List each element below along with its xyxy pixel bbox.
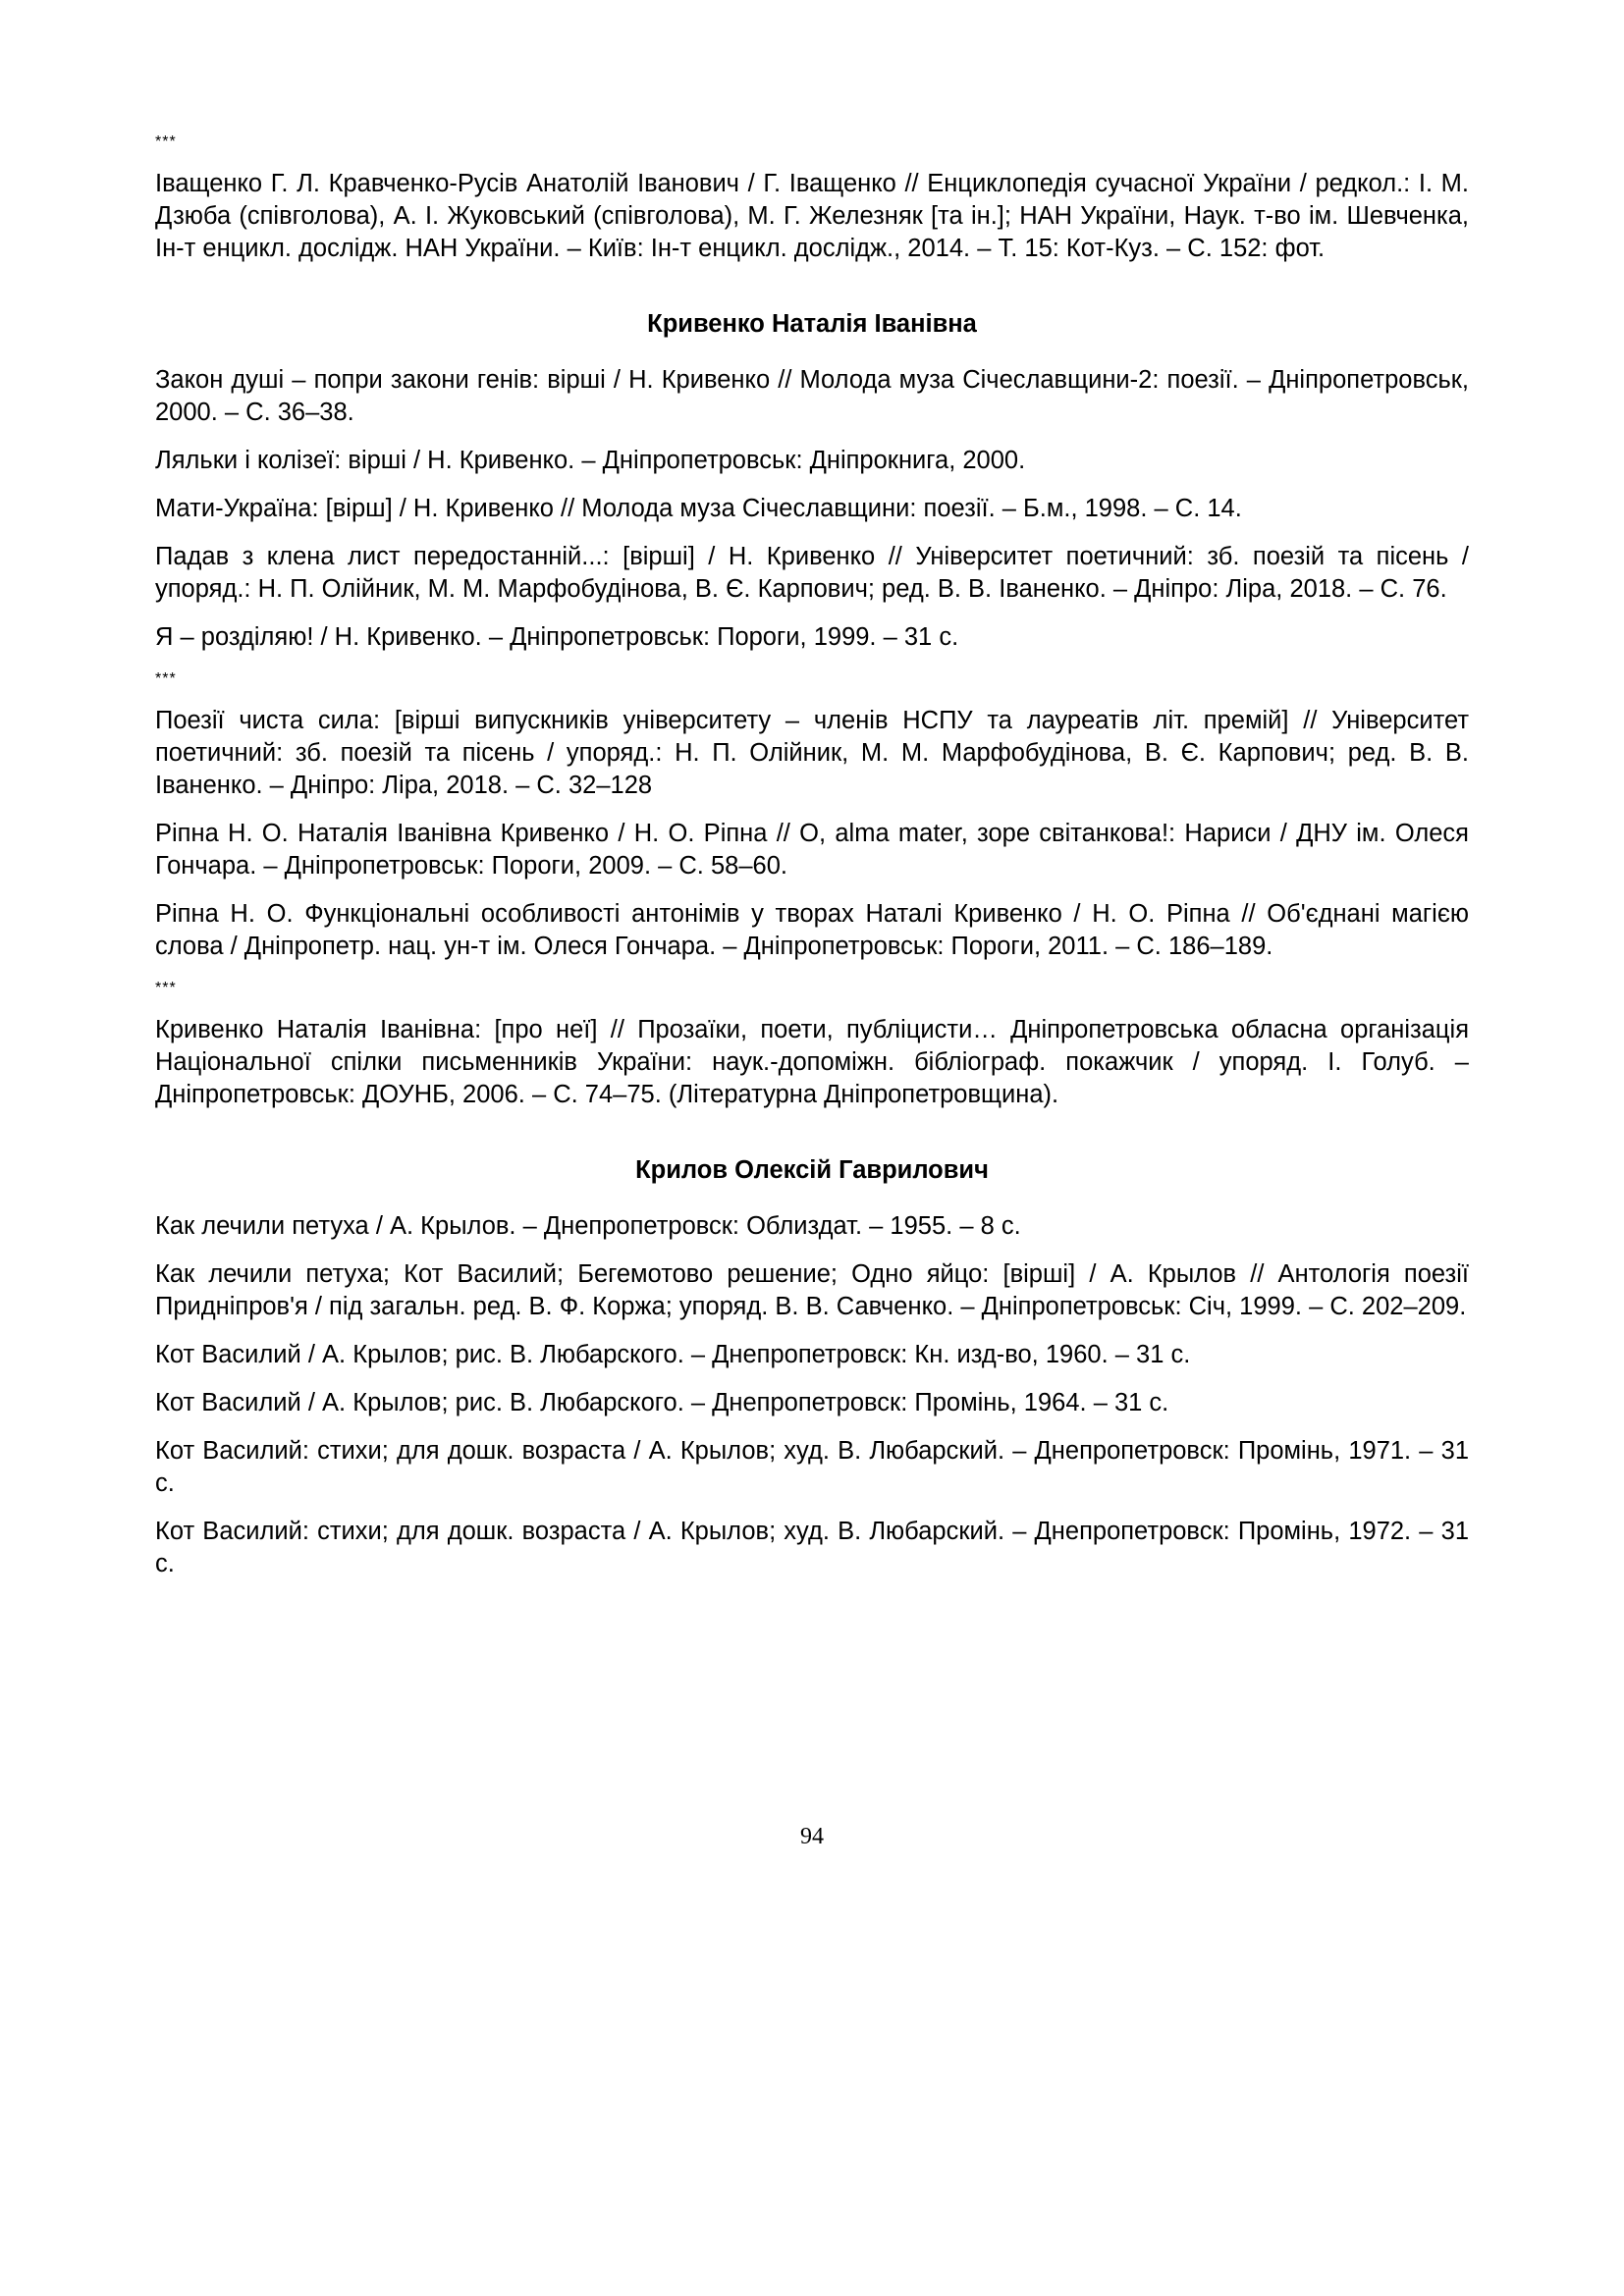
bibliography-entry: Іващенко Г. Л. Кравченко-Русів Анатолій Іванович / Г. Іващенко // Енциклопедія сучасної України / редкол.: І. М. Дзюба (співголова), А. І. Жуковський (співголова), М. Г. Железняк [та ін.]; НАН України, Наук. т-во ім. Шевченка, Ін-т енцикл. дослідж. НАН України. – Київ: Ін-т енцикл. дослідж., 2014. – Т. 15: Кот-Куз. – С. 152: фот. xyxy=(155,170,1469,262)
bibliography-entry: Поезії чиста сила: [вірші випускників університету – членів НСПУ та лауреатів літ. премій] // Університет поетичний: зб. поезій та пісень / упоряд.: Н. П. Олійник, М. М. Марфобудінова, В. Є. Карпович; ред. В. В. Іваненко. – Дніпро: Ліра, 2018. – С. 32–128 xyxy=(155,707,1469,799)
section-heading: Кривенко Наталія Іванівна xyxy=(647,310,977,338)
bibliography-entry: Ріпна Н. О. Функціональні особливості антонімів у творах Наталі Кривенко / Н. О. Ріпна // Об'єднані магією слова / Дніпропетр. нац. ун-т ім. Олеся Гончара. – Дніпропетровськ: Пороги, 2011. – С. 186–189. xyxy=(155,900,1469,960)
section-heading: Крилов Олексій Гаврилович xyxy=(635,1156,989,1184)
bibliography-entry: Кот Василий: стихи; для дошк. возраста / А. Крылов; худ. В. Любарский. – Днепропетровск: Промінь, 1971. – 31 с. xyxy=(155,1437,1469,1497)
bibliography-entry: Ляльки і колізеї: вірші / Н. Кривенко. – Дніпропетровськ: Дніпрокнига, 2000. xyxy=(155,447,1026,474)
section-krylov xyxy=(155,1154,1469,1580)
bibliography-entry: Кот Василий: стихи; для дошк. возраста / А. Крылов; худ. В. Любарский. – Днепропетровск: Промінь, 1972. – 31 с. xyxy=(155,1518,1469,1577)
section-kryvenko xyxy=(155,308,1469,1111)
separator-stars: *** xyxy=(155,980,177,996)
bibliography-entry: Кот Василий / А. Крылов; рис. В. Любарского. – Днепропетровск: Промінь, 1964. – 31 с. xyxy=(155,1389,1169,1416)
bibliography-entry: Падав з клена лист передостанній...: [вірші] / Н. Кривенко // Університет поетичний: зб. поезій та пісень / упоряд.: Н. П. Олійник, М. М. Марфобудінова, В. Є. Карпович; ред. В. В. Іваненко. – Дніпро: Ліра, 2018. – С. 76. xyxy=(155,543,1469,603)
bibliography-entry: Мати-Україна: [вірш] / Н. Кривенко // Молода муза Січеславщини: поезії. – Б.м., 1998. – С. 14. xyxy=(155,495,1242,522)
bibliography-entry: Закон душі – попри закони генів: вірші / Н. Кривенко // Молода муза Січеславщини-2: поезії. – Дніпропетровськ, 2000. – С. 36–38. xyxy=(155,366,1469,426)
bibliography-entry: Кот Василий / А. Крылов; рис. В. Любарского. – Днепропетровск: Кн. изд-во, 1960. – 31 с. xyxy=(155,1341,1191,1368)
bibliography-entry: Как лечили петуха; Кот Василий; Бегемотово решение; Одно яйцо: [вірші] / А. Крылов // Антологія поезії Придніпров'я / під загальн. ред. В. Ф. Коржа; упоряд. В. В. Савченко. – Дніпропетровськ: Січ, 1999. – С. 202–209. xyxy=(155,1260,1469,1320)
separator-stars: *** xyxy=(155,670,177,687)
bibliography-entry: Ріпна Н. О. Наталія Іванівна Кривенко / Н. О. Ріпна // О, alma mater, зоре світанкова!: Нариси / ДНУ ім. Олеся Гончара. – Дніпропетровськ: Пороги, 2009. – С. 58–60. xyxy=(155,820,1469,880)
bibliography-entry: Как лечили петуха / А. Крылов. – Днепропетровск: Облиздат. – 1955. – 8 с. xyxy=(155,1212,1021,1240)
bibliography-entry: Кривенко Наталія Іванівна: [про неї] // Прозаїки, поети, публіцисти… Дніпропетровська обласна організація Національної спілки письменників України: наук.-допоміжн. бібліограф. покажчик / упоряд. І. Голуб. – Дніпропетровськ: ДОУНБ, 2006. – С. 74–75. (Літературна Дніпропетровщина). xyxy=(155,1016,1469,1108)
separator-stars: *** xyxy=(155,133,177,150)
page-body xyxy=(155,133,1469,1596)
page-number: 94 xyxy=(800,1824,824,1849)
bibliography-entry: Я – розділяю! / Н. Кривенко. – Дніпропетровськ: Пороги, 1999. – 31 с. xyxy=(155,623,959,651)
